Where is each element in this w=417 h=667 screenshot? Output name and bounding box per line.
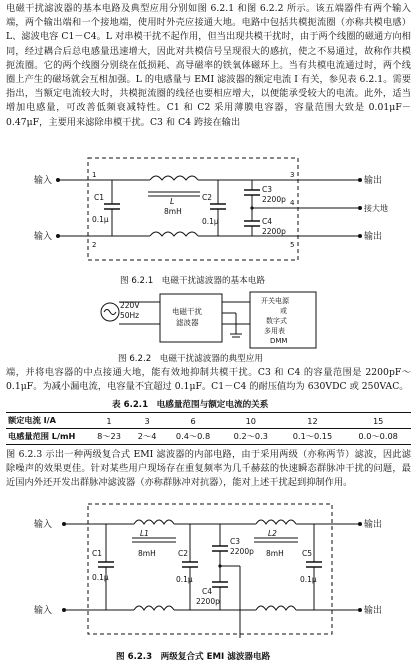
c4-value: 2200p bbox=[262, 227, 286, 236]
c3-value: 2200p bbox=[262, 195, 286, 204]
paragraph-capacitors: 端，并将电容器的中点接通大地，能有效地抑制共模干扰。C3 和 C4 的容量范围是 2200pF～0.1μF。为减小漏电流，电容量不宜超过 0.1μF。C1－C4 的耐压值均为 630VDC 或 250VAC。 bbox=[6, 367, 411, 393]
svg-text:电磁干扰: 电磁干扰 bbox=[172, 307, 202, 316]
table-header: 额定电流 I/A bbox=[6, 413, 88, 429]
svg-text:L1: L1 bbox=[140, 529, 149, 538]
svg-text:L2: L2 bbox=[268, 529, 277, 538]
l-value: 8mH bbox=[164, 207, 182, 216]
svg-text:或: 或 bbox=[280, 307, 287, 315]
svg-text:1: 1 bbox=[92, 171, 97, 179]
svg-text:8mH: 8mH bbox=[138, 549, 156, 558]
svg-text:C2: C2 bbox=[178, 549, 189, 558]
svg-text:5: 5 bbox=[290, 241, 295, 249]
figure-two-stage-circuit bbox=[30, 498, 390, 644]
figure-basic-circuit bbox=[30, 152, 390, 270]
svg-text:4: 4 bbox=[290, 199, 295, 207]
paragraph-two-stage: 图 6.2.3 示出一种两级复合式 EMI 滤波器的内部电路，由于采用两级（亦称两节）滤波，因此滤除噪声的效果更佳。针对某些用户现场存在重复频率为几千赫兹的快速瞬态群脉冲干扰的问题，最近国内外还开发出群脉冲滤波器（亦称群脉冲对抗器），能对上述干扰起到抑制作用。 bbox=[6, 449, 411, 489]
inductance-current-table bbox=[6, 412, 411, 445]
output-label-bottom: 输出 bbox=[364, 232, 383, 242]
ground-label: 接大地 bbox=[364, 204, 388, 213]
c4-name: C4 bbox=[262, 217, 273, 226]
c1-value: 0.1μ bbox=[92, 215, 109, 224]
svg-text:0.1μ: 0.1μ bbox=[176, 575, 193, 584]
c1-name: C1 bbox=[94, 193, 105, 202]
svg-text:滤波器: 滤波器 bbox=[176, 318, 199, 327]
svg-text:50Hz: 50Hz bbox=[120, 311, 140, 320]
svg-text:C4: C4 bbox=[202, 587, 213, 596]
table-caption: 表 6.2.1 电感量范围与额定电流的关系 bbox=[112, 400, 269, 410]
svg-text:2: 2 bbox=[92, 241, 97, 249]
output-label-top: 输出 bbox=[364, 176, 383, 186]
svg-text:多用表: 多用表 bbox=[264, 327, 285, 335]
table-header: 电感量范围 L/mH bbox=[6, 429, 88, 445]
paragraph-intro: 电磁干扰滤波器的基本电路及典型应用分别如图 6.2.1 和图 6.2.2 所示。该五端器件有两个输入端，两个输出端和一个接地端，使用时外壳应接通大地。电路中包括共模扼流圈（亦称共模电感）L、滤波电容 C1－C4。L 对串模干扰不起作用，但当出现共模干扰时，由于两个线圈的磁通方向相同，经过耦合后总电感量迅速增大，因此对共模信号呈现很大的感抗，使之不易通过，故称作共模扼流圈。它的两个线圈分别绕在低损耗、高导磁率的铁氧体磁环上。当有共模电流通过时，两个线圈上产生的磁场就会互相加强。L 的电感量与 EMI 滤波器的额定电流 I 有关，参见表 6.2.1。需要指出，当额定电流较大时，共模扼流圈的线径也要相应增大，以便能承受较大的电流。此外，适当增加电感量，可改善低频衰减特性。C1 和 C2 采用薄膜电容器，容量范围大致是 0.01μF－0.47μF，主要用来滤除串模干扰。C3 和 C4 跨接在输出 bbox=[6, 3, 411, 128]
svg-text:输入: 输入 bbox=[34, 520, 53, 530]
table-row: 额定电流 I/A 1 3 6 10 12 15 bbox=[6, 413, 411, 429]
c2-name: C2 bbox=[202, 193, 213, 202]
svg-text:2200p: 2200p bbox=[196, 597, 220, 606]
svg-text:输出: 输出 bbox=[364, 520, 383, 530]
c3-name: C3 bbox=[262, 185, 273, 194]
svg-text:C3: C3 bbox=[230, 537, 241, 546]
svg-text:输出: 输出 bbox=[364, 606, 383, 616]
figure-3-caption: 图 6.2.3 两级复合式 EMI 滤波器电路 bbox=[116, 652, 271, 662]
svg-text:数字式: 数字式 bbox=[266, 317, 287, 325]
c2-value: 0.1μ bbox=[202, 217, 219, 226]
svg-text:C1: C1 bbox=[92, 549, 103, 558]
svg-text:C5: C5 bbox=[302, 549, 313, 558]
figure-typical-application bbox=[90, 290, 340, 352]
svg-text:8mH: 8mH bbox=[266, 549, 284, 558]
svg-text:输入: 输入 bbox=[34, 606, 53, 616]
svg-text:220V: 220V bbox=[120, 301, 140, 310]
figure-2-caption: 图 6.2.2 电磁干扰滤波器的典型应用 bbox=[118, 354, 263, 364]
svg-text:DMM: DMM bbox=[270, 337, 288, 345]
svg-text:开关电源: 开关电源 bbox=[261, 297, 289, 305]
svg-text:0.1μ: 0.1μ bbox=[92, 573, 109, 582]
svg-text:3: 3 bbox=[290, 171, 295, 179]
input-label-top: 输入 bbox=[34, 176, 53, 186]
svg-text:0.1μ: 0.1μ bbox=[300, 575, 317, 584]
figure-1-caption: 图 6.2.1 电磁干扰滤波器的基本电路 bbox=[120, 276, 265, 286]
input-label-bottom: 输入 bbox=[34, 232, 53, 242]
svg-text:2200p: 2200p bbox=[230, 547, 254, 556]
table-row: 电感量范围 L/mH 8～23 2～4 0.4～0.8 0.2～0.3 0.1～0.15 0.0～0.08 bbox=[6, 429, 411, 445]
l-name: L bbox=[170, 197, 175, 206]
